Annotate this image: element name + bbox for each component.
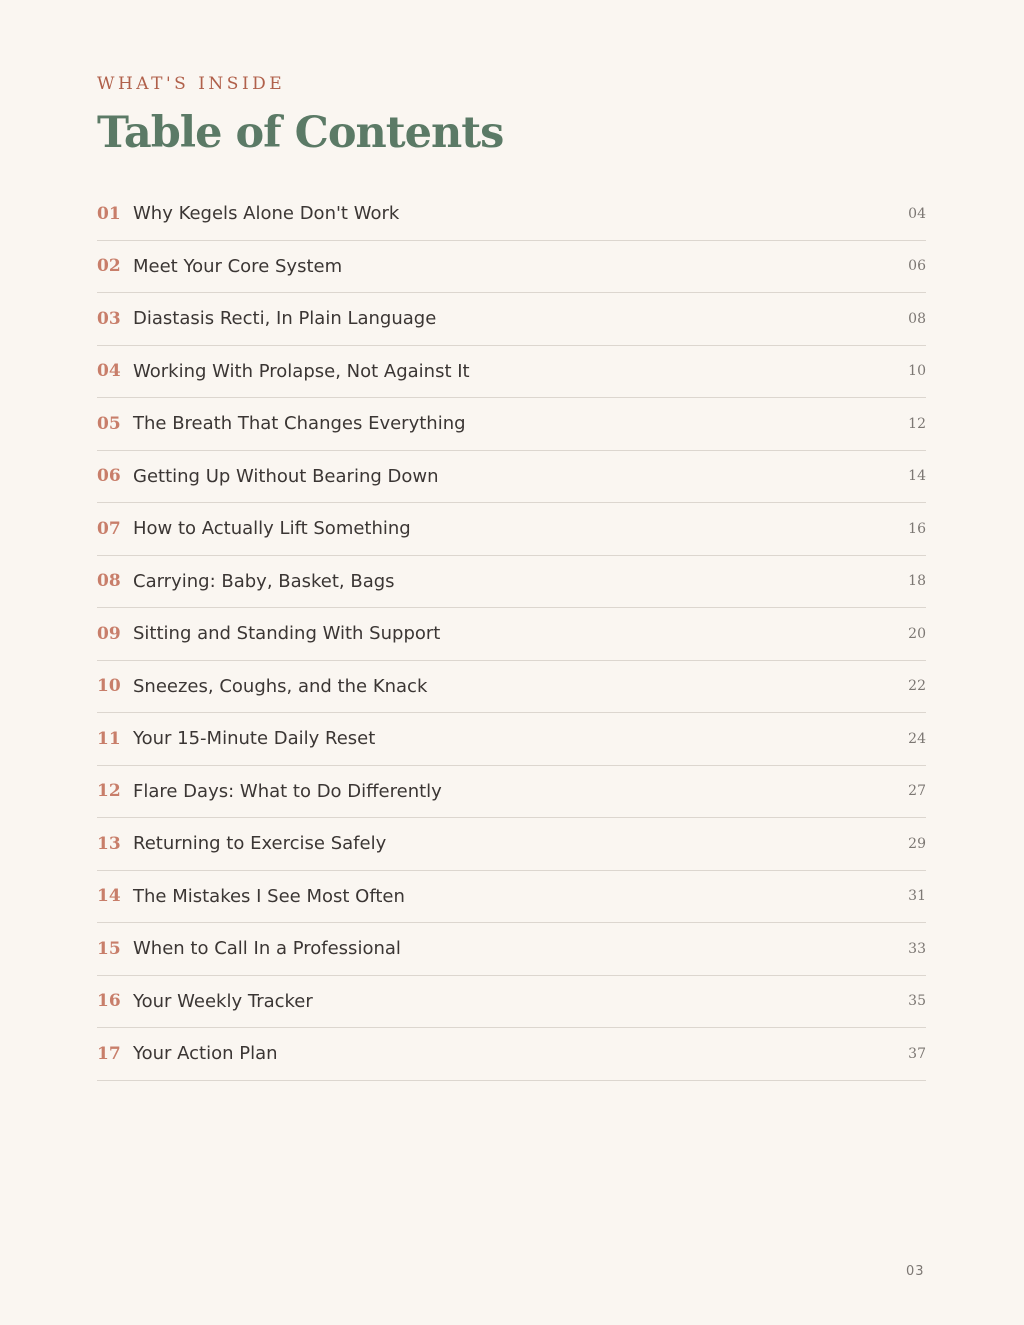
toc-entry-number: 16 <box>97 991 121 1012</box>
toc-entry-page: 31 <box>908 888 926 905</box>
toc-entry-title: Sneezes, Coughs, and the Knack <box>133 675 428 697</box>
toc-entry[interactable] <box>97 766 926 819</box>
toc-entry-page: 08 <box>908 310 926 327</box>
toc-entry-title: How to Actually Lift Something <box>133 518 411 540</box>
toc-entry-title: Flare Days: What to Do Differently <box>133 780 442 802</box>
toc-entry-number: 14 <box>97 886 121 907</box>
toc-entry-title: Your Action Plan <box>133 1043 278 1065</box>
page-number: 03 <box>906 1264 925 1279</box>
toc-entry-number: 17 <box>97 1043 121 1064</box>
toc-entry-page: 22 <box>908 678 926 695</box>
toc-entry-title: Meet Your Core System <box>133 255 343 277</box>
toc-entry[interactable] <box>97 871 926 924</box>
toc-entry-number: 13 <box>97 833 121 854</box>
toc-entry[interactable] <box>97 713 926 766</box>
toc-entry-page: 24 <box>908 730 926 747</box>
toc-entry-title: Your Weekly Tracker <box>133 990 313 1012</box>
toc-entry-number: 02 <box>97 256 121 277</box>
toc-entry[interactable] <box>97 818 926 871</box>
toc-entry[interactable] <box>97 346 926 399</box>
toc-entry-page: 12 <box>908 415 926 432</box>
toc-entry[interactable] <box>97 503 926 556</box>
toc-entry-page: 37 <box>908 1045 926 1062</box>
toc-entry-page: 18 <box>908 573 926 590</box>
toc-entry[interactable] <box>97 923 926 976</box>
toc-entry-title: Working With Prolapse, Not Against It <box>133 360 470 382</box>
toc-entry-number: 05 <box>97 413 121 434</box>
toc-entry[interactable] <box>97 661 926 714</box>
toc-entry-page: 14 <box>908 468 926 485</box>
toc-entry-page: 33 <box>908 940 926 957</box>
toc-entry-title: Returning to Exercise Safely <box>133 833 387 855</box>
toc-entry-number: 11 <box>97 728 121 749</box>
toc-entry-title: The Mistakes I See Most Often <box>133 885 405 907</box>
toc-entry[interactable] <box>97 188 926 241</box>
toc-list <box>97 188 926 1081</box>
toc-entry[interactable] <box>97 398 926 451</box>
toc-entry-page: 35 <box>908 993 926 1010</box>
toc-entry-number: 09 <box>97 623 121 644</box>
section-eyebrow: WHAT'S INSIDE <box>97 74 286 94</box>
toc-entry-page: 29 <box>908 835 926 852</box>
toc-entry-title: Why Kegels Alone Don't Work <box>133 203 400 225</box>
toc-entry-number: 06 <box>97 466 121 487</box>
toc-entry-title: Your 15-Minute Daily Reset <box>133 728 376 750</box>
toc-entry-title: The Breath That Changes Everything <box>133 413 466 435</box>
toc-entry-number: 08 <box>97 571 121 592</box>
toc-entry-page: 27 <box>908 783 926 800</box>
page-title: Table of Contents <box>97 108 504 158</box>
toc-entry-number: 15 <box>97 938 121 959</box>
toc-entry-number: 10 <box>97 676 121 697</box>
toc-entry-number: 03 <box>97 308 121 329</box>
toc-entry-number: 04 <box>97 361 121 382</box>
toc-entry[interactable] <box>97 1028 926 1081</box>
toc-entry-title: Carrying: Baby, Basket, Bags <box>133 570 395 592</box>
toc-entry[interactable] <box>97 608 926 661</box>
toc-entry-title: Sitting and Standing With Support <box>133 623 441 645</box>
toc-entry-page: 16 <box>908 520 926 537</box>
toc-entry[interactable] <box>97 451 926 504</box>
toc-entry-page: 20 <box>908 625 926 642</box>
toc-entry[interactable] <box>97 976 926 1029</box>
toc-entry-number: 07 <box>97 518 121 539</box>
toc-entry-title: Diastasis Recti, In Plain Language <box>133 308 437 330</box>
toc-entry-number: 01 <box>97 203 121 224</box>
toc-entry-title: When to Call In a Professional <box>133 938 401 960</box>
toc-entry[interactable] <box>97 556 926 609</box>
toc-entry[interactable] <box>97 241 926 294</box>
toc-entry-page: 04 <box>908 205 926 222</box>
toc-entry-title: Getting Up Without Bearing Down <box>133 465 439 487</box>
toc-entry-number: 12 <box>97 781 121 802</box>
toc-entry-page: 06 <box>908 258 926 275</box>
toc-entry[interactable] <box>97 293 926 346</box>
toc-entry-page: 10 <box>908 363 926 380</box>
